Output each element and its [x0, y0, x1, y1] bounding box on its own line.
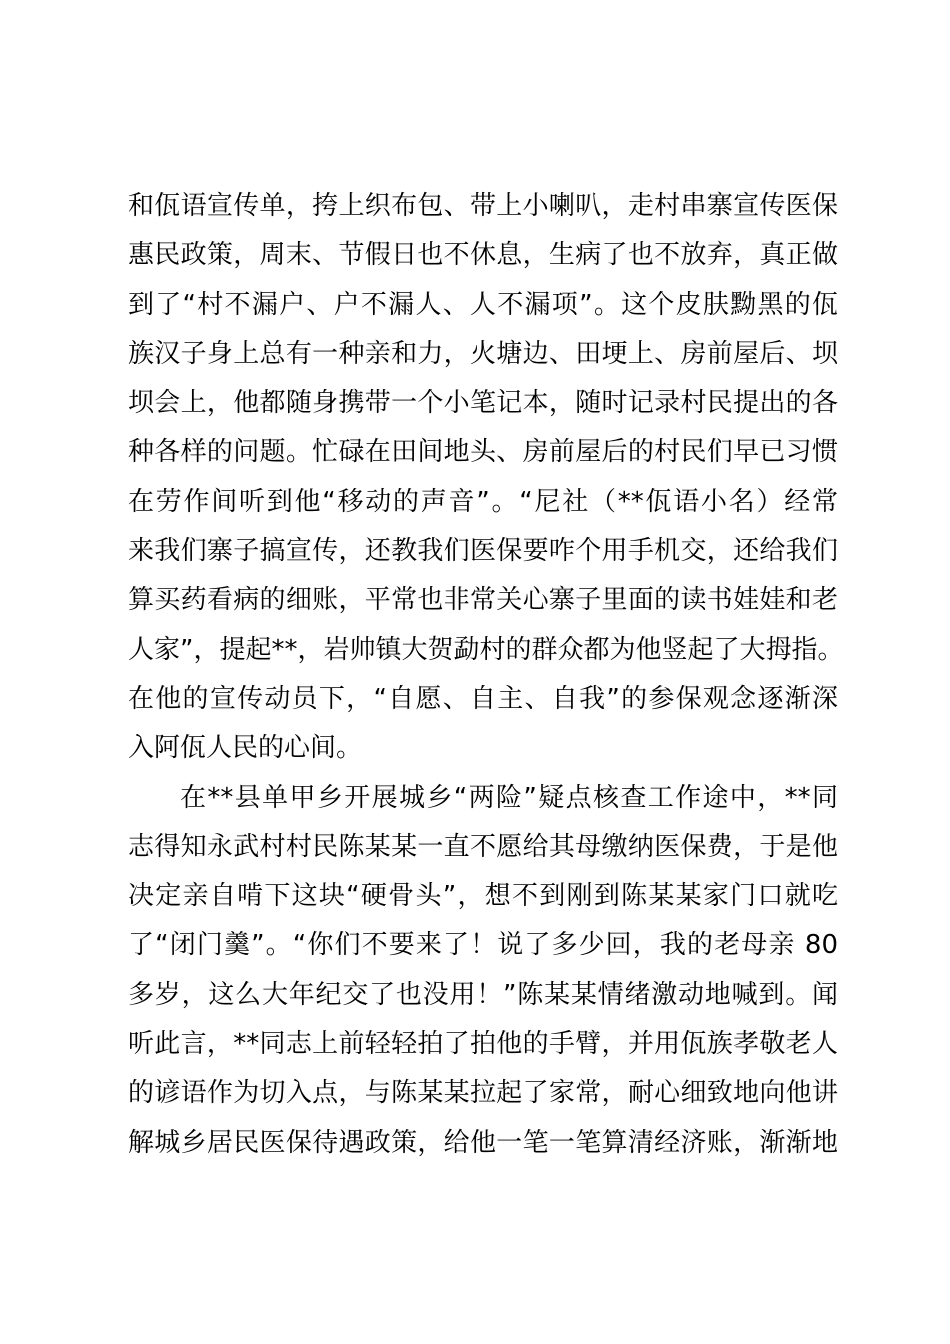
- text-line: 多岁，这么大年纪交了也没用！”陈某某情绪激动地喊到。闻: [128, 979, 838, 1010]
- text-line: 在他的宣传动员下，“自愿、自主、自我”的参保观念逐渐深: [128, 683, 838, 714]
- text-line: 人家”，提起**，岩帅镇大贺勐村的群众都为他竖起了大拇指。: [128, 634, 844, 665]
- text-line: 来我们寨子搞宣传，还教我们医保要咋个用手机交，还给我们: [128, 536, 838, 567]
- text-line: 决定亲自啃下这块“硬骨头”，想不到刚到陈某某家门口就吃: [128, 881, 838, 912]
- text-line: 听此言，**同志上前轻轻拍了拍他的手臂，并用佤族孝敬老人: [128, 1029, 838, 1060]
- text-line: 的谚语作为切入点，与陈某某拉起了家常，耐心细致地向他讲: [128, 1078, 838, 1109]
- text-line: 解城乡居民医保待遇政策，给他一笔一笔算清经济账，渐渐地: [128, 1127, 838, 1158]
- text-line: 入阿佤人民的心间。: [128, 733, 363, 764]
- text-line: 到了“村不漏户、户不漏人、人不漏项”。这个皮肤黝黑的佤: [128, 289, 838, 320]
- text-line: 算买药看病的细账，平常也非常关心寨子里面的读书娃娃和老: [128, 585, 838, 616]
- text-line: 族汉子身上总有一种亲和力，火塘边、田埂上、房前屋后、坝: [128, 338, 838, 369]
- paragraph-1: [128, 182, 844, 774]
- body-text: [128, 182, 844, 1168]
- text-line: 惠民政策，周末、节假日也不休息，生病了也不放弃，真正做: [128, 240, 838, 271]
- paragraph-2: [128, 774, 838, 1168]
- text-line: 在**县单甲乡开展城乡“两险”疑点核查工作途中，**同: [180, 782, 838, 813]
- text-line: 坝会上，他都随身携带一个小笔记本，随时记录村民提出的各: [128, 388, 838, 419]
- text-line: 和佤语宣传单，挎上织布包、带上小喇叭，走村串寨宣传医保: [128, 191, 838, 221]
- text-line: 志得知永武村村民陈某某一直不愿给其母缴纳医保费，于是他: [128, 831, 838, 862]
- text-line: 在劳作间听到他“移动的声音”。“尼社（**佤语小名）经常: [128, 486, 838, 517]
- text-line: 了“闭门羹”。“你们不要来了！说了多少回，我的老母亲 80: [128, 930, 838, 961]
- text-line: 种各样的问题。忙碌在田间地头、房前屋后的村民们早已习惯: [128, 437, 838, 468]
